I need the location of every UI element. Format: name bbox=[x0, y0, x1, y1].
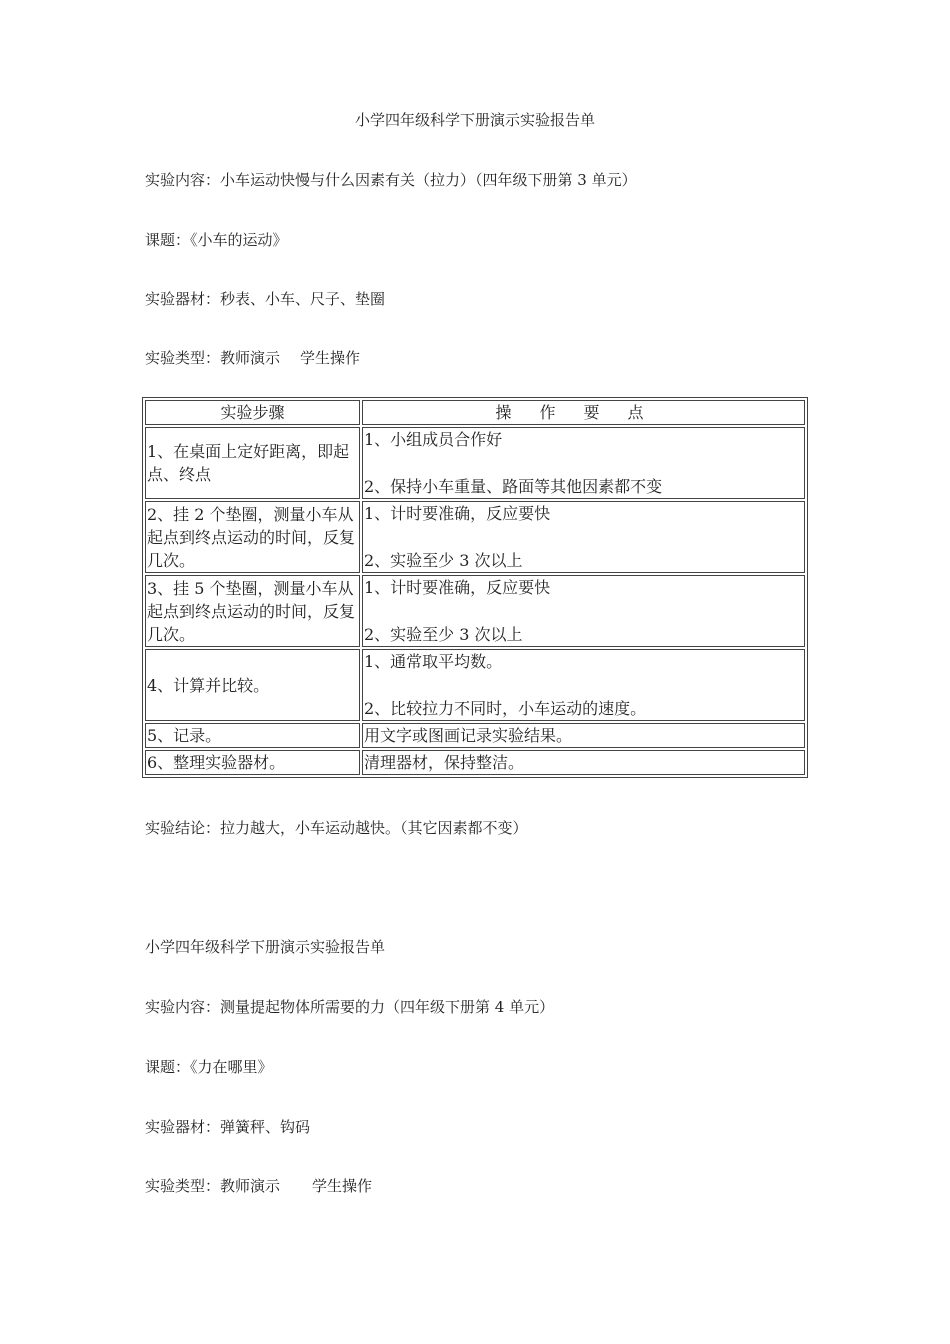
step-cell: 6、整理实验器材。 bbox=[145, 750, 360, 775]
table-row bbox=[145, 750, 805, 775]
steps-table bbox=[142, 397, 808, 778]
points-cell bbox=[362, 649, 805, 721]
header-step: 实验步骤 bbox=[145, 400, 360, 425]
report2-title: 小学四年级科学下册演示实验报告单 bbox=[145, 938, 386, 956]
table-row bbox=[145, 501, 805, 573]
point-2: 2、保持小车重量、路面等其他因素都不变 bbox=[364, 477, 663, 496]
report1-materials: 实验器材：秒表、小车、尺子、垫圈 bbox=[145, 290, 386, 308]
report1-title: 小学四年级科学下册演示实验报告单 bbox=[354, 111, 595, 129]
report1-topic: 课题：《小车的运动》 bbox=[145, 231, 288, 249]
step-cell: 3、挂 5 个垫圈，测量小车从起点到终点运动的时间，反复几次。 bbox=[145, 575, 360, 647]
point-1: 1、通常取平均数。 bbox=[364, 652, 503, 671]
report2-topic: 课题：《力在哪里》 bbox=[145, 1058, 273, 1076]
report2-type bbox=[145, 1176, 372, 1196]
step-cell: 5、记录。 bbox=[145, 723, 360, 748]
table-row bbox=[145, 723, 805, 748]
point-2: 2、比较拉力不同时，小车运动的速度。 bbox=[364, 699, 647, 718]
points-cell: 清理器材，保持整洁。 bbox=[362, 750, 805, 775]
step-cell: 2、挂 2 个垫圈，测量小车从起点到终点运动的时间，反复几次。 bbox=[145, 501, 360, 573]
points-cell bbox=[362, 501, 805, 573]
point-1: 1、计时要准确，反应要快 bbox=[364, 504, 551, 523]
point-2: 2、实验至少 3 次以上 bbox=[364, 625, 523, 644]
table-row bbox=[145, 427, 805, 499]
report1-type-value: 学生操作 bbox=[300, 349, 361, 367]
step-cell: 4、计算并比较。 bbox=[145, 649, 360, 721]
report1-content: 实验内容：小车运动快慢与什么因素有关（拉力）（四年级下册第 3 单元） bbox=[145, 171, 637, 189]
report2-type-value: 学生操作 bbox=[312, 1177, 373, 1195]
report1-conclusion: 实验结论：拉力越大，小车运动越快。（其它因素都不变） bbox=[145, 819, 528, 837]
points-cell: 用文字或图画记录实验结果。 bbox=[362, 723, 805, 748]
report1-type bbox=[145, 348, 360, 368]
table-row bbox=[145, 575, 805, 647]
header-points: 操作要点 bbox=[362, 400, 805, 425]
point-1: 1、计时要准确，反应要快 bbox=[364, 578, 551, 597]
table-row bbox=[145, 649, 805, 721]
report2-content: 实验内容：测量提起物体所需要的力（四年级下册第 4 单元） bbox=[145, 998, 555, 1016]
report1-type-label: 实验类型：教师演示 bbox=[145, 349, 281, 367]
table-header-row bbox=[145, 400, 805, 425]
step-cell: 1、在桌面上定好距离，即起点、终点 bbox=[145, 427, 360, 499]
point-1: 1、小组成员合作好 bbox=[364, 430, 503, 449]
report2-type-label: 实验类型：教师演示 bbox=[145, 1177, 281, 1195]
points-cell bbox=[362, 427, 805, 499]
report2-materials: 实验器材：弹簧秤、钩码 bbox=[145, 1118, 311, 1136]
points-cell bbox=[362, 575, 805, 647]
point-2: 2、实验至少 3 次以上 bbox=[364, 551, 523, 570]
